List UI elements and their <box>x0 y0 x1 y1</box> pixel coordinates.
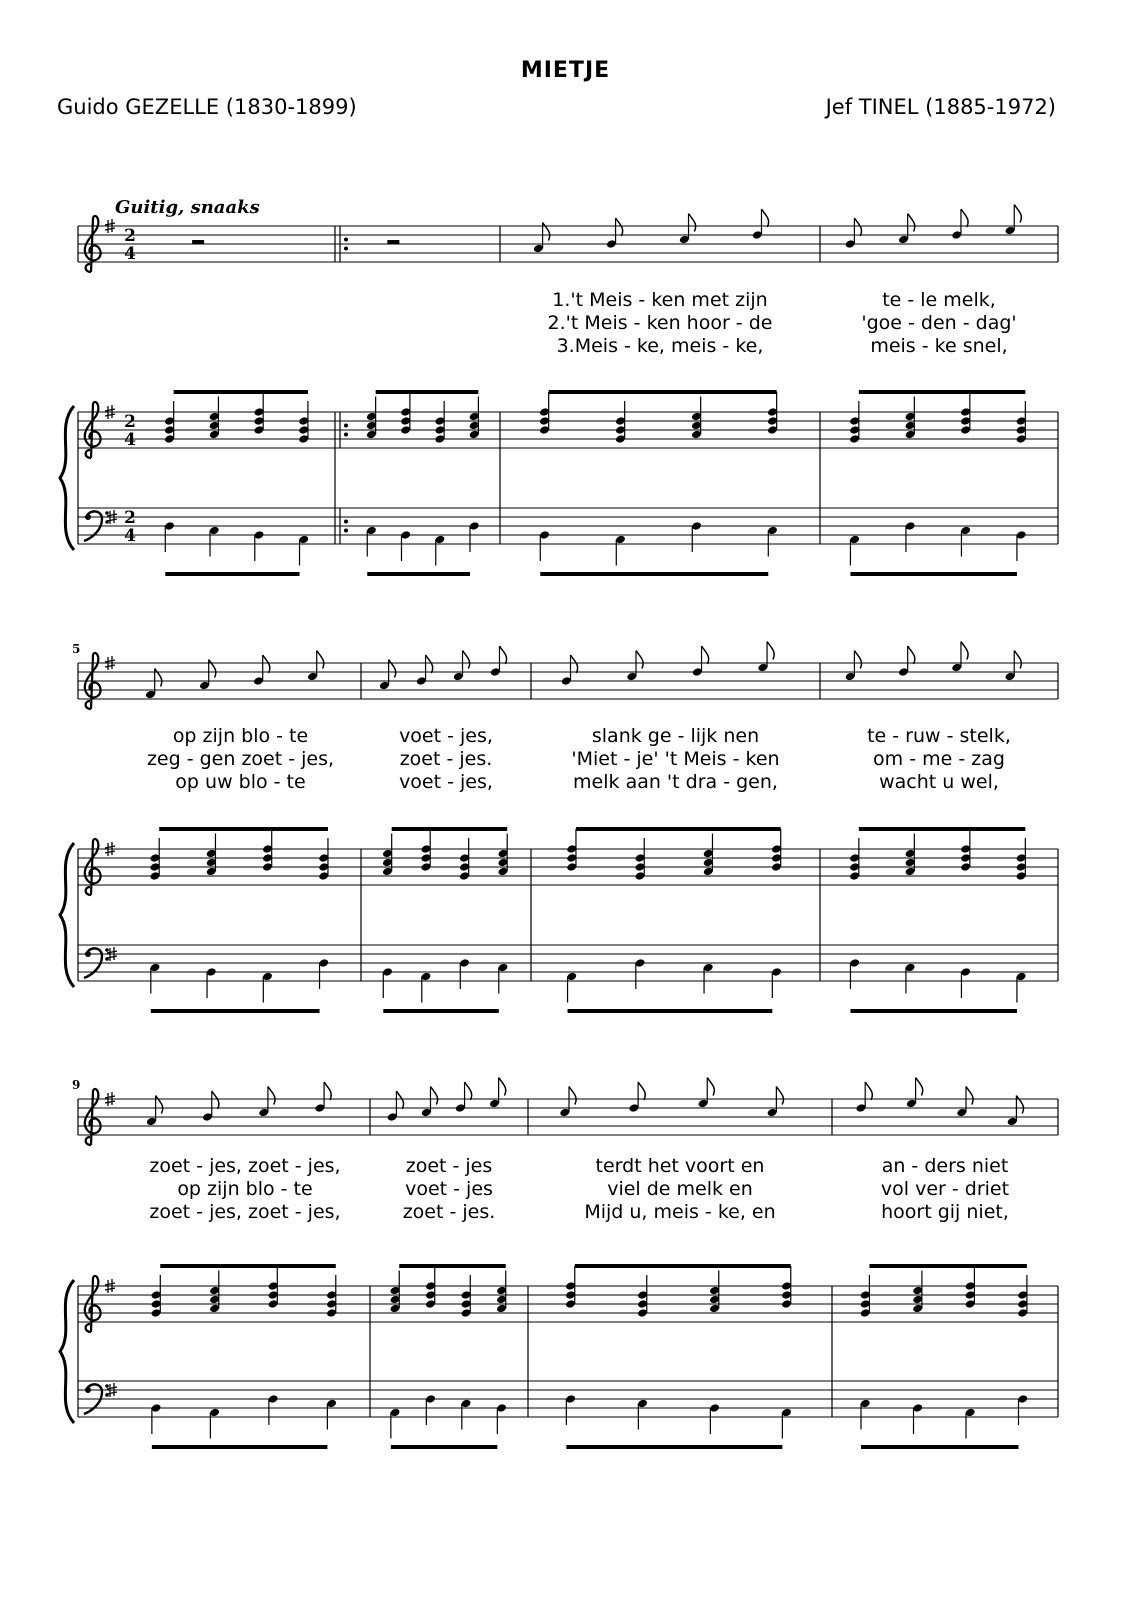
piano-rh-chord <box>771 829 782 872</box>
voice-note <box>757 642 774 673</box>
lyric-line-verse-2: 2.'t Meis - ken hoor - de <box>547 312 773 334</box>
voice-note <box>307 651 324 682</box>
piano-lh-note <box>390 1408 401 1439</box>
piano-rh-chord <box>960 392 971 435</box>
piano-rh-chord <box>566 829 577 872</box>
voice-note <box>146 1096 163 1127</box>
piano-rh-chord <box>209 1271 220 1314</box>
piano-lh-note <box>703 963 714 994</box>
piano-rh-chord <box>565 1266 576 1309</box>
note-flag <box>396 1091 403 1109</box>
piano-lh-note <box>849 535 860 566</box>
voice-note <box>898 214 915 245</box>
note-flag <box>426 655 433 673</box>
note-flag <box>499 1078 506 1096</box>
piano-rh-chord <box>206 834 217 877</box>
piano-lh-note <box>326 1399 337 1430</box>
note-flag <box>263 655 270 673</box>
piano-lh-note <box>637 1399 648 1430</box>
piano-lh-note <box>151 1403 162 1434</box>
piano-rh-chord <box>326 1275 337 1318</box>
voice-note <box>1005 205 1022 236</box>
piano-lh-note <box>960 967 971 998</box>
piano-rh-chord <box>459 838 470 881</box>
note-flag <box>463 651 470 669</box>
voice-note <box>258 1087 275 1118</box>
piano-lh-note <box>497 963 508 994</box>
note-flag <box>916 1078 923 1096</box>
piano-rh-chord <box>253 392 264 435</box>
voice-note <box>145 669 162 700</box>
time-signature-bottom: 4 <box>124 430 136 450</box>
note-flag <box>209 660 216 678</box>
voice-note <box>679 214 696 245</box>
piano-brace-icon <box>60 843 74 987</box>
bass-clef-dot <box>105 511 109 515</box>
lyric-line-verse-1: op zijn blo - te <box>172 725 309 747</box>
piano-rh-chord <box>637 1275 648 1318</box>
piano-rh-chord <box>965 1266 976 1309</box>
voice-note <box>1007 1096 1024 1127</box>
piano-rh-chord <box>400 392 411 435</box>
lyric-line-verse-1: an - ders niet <box>881 1155 1009 1177</box>
piano-rh-chord <box>425 1266 436 1309</box>
note-flag <box>1014 205 1021 223</box>
piano-lh-note <box>366 526 377 557</box>
poet-credit: Guido GEZELLE (1830-1899) <box>57 95 357 119</box>
lyric-line-verse-2: om - me - zag <box>873 748 1005 770</box>
lyric-line-verse-3: hoort gij niet, <box>881 1201 1009 1223</box>
note-flag <box>776 1087 783 1105</box>
piano-rh-chord <box>434 401 445 444</box>
lyric-line-verse-2: vol ver - driet <box>880 1178 1010 1200</box>
piano-lh-note <box>709 1403 720 1434</box>
note-flag <box>908 214 915 232</box>
repeat-dot <box>344 529 348 533</box>
note-flag <box>317 651 324 669</box>
piano-rh-chord <box>1017 1275 1028 1318</box>
piano-lh-note <box>459 958 470 989</box>
piano-rh-chord <box>905 397 916 440</box>
half-rest-icon <box>192 240 204 244</box>
piano-lh-note <box>253 530 264 561</box>
voice-note <box>956 1087 973 1118</box>
piano-rh-chord <box>150 838 161 881</box>
note-flag <box>430 1087 437 1105</box>
note-flag <box>389 660 396 678</box>
lyric-line-verse-1: slank ge - lijk nen <box>591 725 760 747</box>
note-flag <box>212 1091 219 1109</box>
lyric-line-verse-2: 'goe - den - dag' <box>861 312 1017 334</box>
lyric-line-verse-3: wacht u wel, <box>879 771 999 793</box>
piano-rh-chord <box>151 1275 162 1318</box>
note-flag <box>543 223 550 241</box>
lyric-line-verse-1: zoet - jes <box>405 1155 493 1177</box>
piano-rh-chord <box>905 834 916 877</box>
time-signature-bottom: 4 <box>124 244 136 264</box>
lyric-line-verse-3: zoet - jes, zoet - jes, <box>149 1201 341 1223</box>
piano-rh-chord <box>164 401 175 444</box>
piano-rh-chord <box>496 1271 507 1314</box>
half-rest-icon <box>387 240 399 244</box>
repeat-dot <box>344 520 348 524</box>
piano-lh-note <box>434 535 445 566</box>
piano-rh-chord <box>318 838 329 881</box>
piano-lh-note <box>781 1408 792 1439</box>
piano-rh-chord <box>849 401 860 444</box>
note-flag <box>569 1087 576 1105</box>
piano-lh-note <box>566 972 577 1003</box>
lyric-line-verse-2: zoet - jes. <box>399 748 493 770</box>
note-flag <box>854 218 861 236</box>
piano-rh-chord <box>849 838 860 881</box>
bass-clef-dot <box>85 951 91 957</box>
note-flag <box>1014 651 1021 669</box>
piano-lh-note <box>209 526 220 557</box>
piano-lh-note <box>262 972 273 1003</box>
piano-lh-note <box>539 530 550 561</box>
lyric-line-verse-2: voet - jes <box>405 1178 493 1200</box>
voice-note <box>767 1087 784 1118</box>
piano-rh-chord <box>390 1271 401 1314</box>
piano-rh-chord <box>709 1271 720 1314</box>
lyric-line-verse-1: terdt het voort en <box>595 1155 765 1177</box>
note-flag <box>155 669 162 687</box>
bass-clef-dot <box>105 1384 109 1388</box>
note-flag <box>638 1082 645 1100</box>
piano-lh-note <box>912 1403 923 1434</box>
note-flag <box>636 651 643 669</box>
piano-rh-chord <box>268 1266 279 1309</box>
lyric-line-verse-2: 'Miet - je' 't Meis - ken <box>571 748 780 770</box>
voice-staff <box>78 226 1058 262</box>
voice-note <box>199 660 216 691</box>
voice-note <box>559 1087 576 1118</box>
note-flag <box>465 1082 472 1100</box>
time-signature-top: 2 <box>124 508 136 528</box>
piano-lh-note <box>691 521 702 552</box>
lyric-line-verse-2: viel de melk en <box>607 1178 753 1200</box>
piano-rh-chord <box>1016 401 1027 444</box>
lyric-line-verse-1: 1.'t Meis - ken met zijn <box>552 289 768 311</box>
tempo-marking: Guitig, snaaks <box>115 197 260 218</box>
piano-lh-note <box>382 967 393 998</box>
note-flag <box>571 655 578 673</box>
piano-lh-note <box>425 1394 436 1425</box>
repeat-dot <box>344 238 348 242</box>
piano-lh-note <box>318 958 329 989</box>
piano-lh-note <box>771 967 782 998</box>
lyric-line-verse-2: zeg - gen zoet - jes, <box>146 748 335 770</box>
piano-lh-note <box>164 521 175 552</box>
time-signature-top: 2 <box>124 412 136 432</box>
lyric-line-verse-1: zoet - jes, zoet - jes, <box>149 1155 341 1177</box>
piano-rh-chord <box>469 397 480 440</box>
piano-rh-chord <box>860 1275 871 1318</box>
piano-lh-note <box>615 535 626 566</box>
piano-lh-note <box>206 967 217 998</box>
piano-lh-note <box>767 526 778 557</box>
time-signature-bottom: 4 <box>124 526 136 546</box>
note-flag <box>616 218 623 236</box>
note-flag <box>961 209 968 227</box>
piano-rh-chord <box>615 401 626 444</box>
note-flag <box>966 1087 973 1105</box>
piano-rh-chord <box>635 838 646 881</box>
voice-note <box>626 651 643 682</box>
piano-rh-chord <box>767 392 778 435</box>
voice-note <box>845 651 862 682</box>
measure-number: 9 <box>72 1078 81 1092</box>
piano-rh-chord <box>461 1275 472 1318</box>
piano-lh-note <box>461 1399 472 1430</box>
piano-rh-chord <box>366 397 377 440</box>
lyric-line-verse-2: op zijn blo - te <box>177 1178 313 1200</box>
piano-lh-note <box>209 1408 220 1439</box>
note-flag <box>865 1082 872 1100</box>
piano-lh-note <box>1016 530 1027 561</box>
repeat-dot <box>344 433 348 437</box>
piano-lh-note <box>565 1394 576 1425</box>
repeat-dot <box>344 247 348 251</box>
piano-lh-note <box>150 963 161 994</box>
piano-rh-chord <box>497 834 508 877</box>
voice-note <box>951 642 968 673</box>
piano-lh-note <box>496 1403 507 1434</box>
note-flag <box>689 214 696 232</box>
piano-lh-note <box>905 521 916 552</box>
piano-brace-icon <box>60 406 74 550</box>
piano-rh-chord <box>539 392 550 435</box>
voice-note <box>379 660 396 691</box>
note-flag <box>156 1096 163 1114</box>
lyric-line-verse-3: meis - ke snel, <box>870 335 1008 357</box>
lyric-line-verse-3: zoet - jes. <box>402 1201 496 1223</box>
voice-note <box>453 651 470 682</box>
piano-rh-chord <box>420 829 431 872</box>
lyric-line-verse-3: voet - jes, <box>399 771 493 793</box>
bass-clef-dot <box>85 1387 91 1393</box>
piano-lh-note <box>965 1408 976 1439</box>
piano-lh-note <box>849 958 860 989</box>
note-flag <box>499 646 506 664</box>
composer-credit: Jef TINEL (1885-1972) <box>825 95 1056 119</box>
voice-note <box>1005 651 1022 682</box>
piano-rh-chord <box>691 397 702 440</box>
piano-lh-note <box>1016 972 1027 1003</box>
piano-rh-chord <box>781 1266 792 1309</box>
voice-note <box>698 1078 715 1109</box>
lyric-line-verse-1: te - le melk, <box>882 289 996 311</box>
note-flag <box>761 209 768 227</box>
lyric-line-verse-3: op uw blo - te <box>175 771 306 793</box>
voice-note <box>421 1087 438 1118</box>
piano-lh-note <box>268 1394 279 1425</box>
piano-rh-chord <box>298 401 309 444</box>
piano-rh-chord <box>382 834 393 877</box>
piano-lh-note <box>1017 1394 1028 1425</box>
piano-lh-note <box>420 972 431 1003</box>
piano-lh-note <box>860 1399 871 1430</box>
note-flag <box>1016 1096 1023 1114</box>
note-flag <box>961 642 968 660</box>
piano-lh-note <box>298 535 309 566</box>
piano-rh-chord <box>262 829 273 872</box>
piano-rh-chord <box>960 829 971 872</box>
note-flag <box>854 651 861 669</box>
lyric-line-verse-1: voet - jes, <box>399 725 493 747</box>
voice-note <box>489 1078 506 1109</box>
song-title: MIETJE <box>520 58 611 83</box>
piano-lh-note <box>635 958 646 989</box>
note-flag <box>702 646 709 664</box>
piano-lh-note <box>400 530 411 561</box>
lyric-line-verse-3: Mijd u, meis - ke, en <box>584 1201 776 1223</box>
bass-clef-dot <box>105 948 109 952</box>
piano-lh-note <box>905 963 916 994</box>
lyric-line-verse-3: 3.Meis - ke, meis - ke, <box>556 335 764 357</box>
voice-note <box>906 1078 923 1109</box>
time-signature-top: 2 <box>124 226 136 246</box>
measure-number: 5 <box>72 642 81 656</box>
piano-rh-chord <box>209 397 220 440</box>
piano-lh-note <box>469 521 480 552</box>
lyric-line-verse-3: melk aan 't dra - gen, <box>573 771 778 793</box>
piano-brace-icon <box>60 1280 74 1423</box>
lyric-line-verse-1: te - ruw - stelk, <box>867 725 1011 747</box>
note-flag <box>707 1078 714 1096</box>
voice-note <box>533 223 550 254</box>
note-flag <box>908 646 915 664</box>
bass-clef-dot <box>85 514 91 520</box>
repeat-dot <box>344 424 348 428</box>
piano-lh-note <box>960 526 971 557</box>
piano-rh-chord <box>912 1271 923 1314</box>
note-flag <box>767 642 774 660</box>
piano-rh-chord <box>1016 838 1027 881</box>
note-flag <box>268 1087 275 1105</box>
note-flag <box>324 1082 331 1100</box>
piano-rh-chord <box>703 834 714 877</box>
